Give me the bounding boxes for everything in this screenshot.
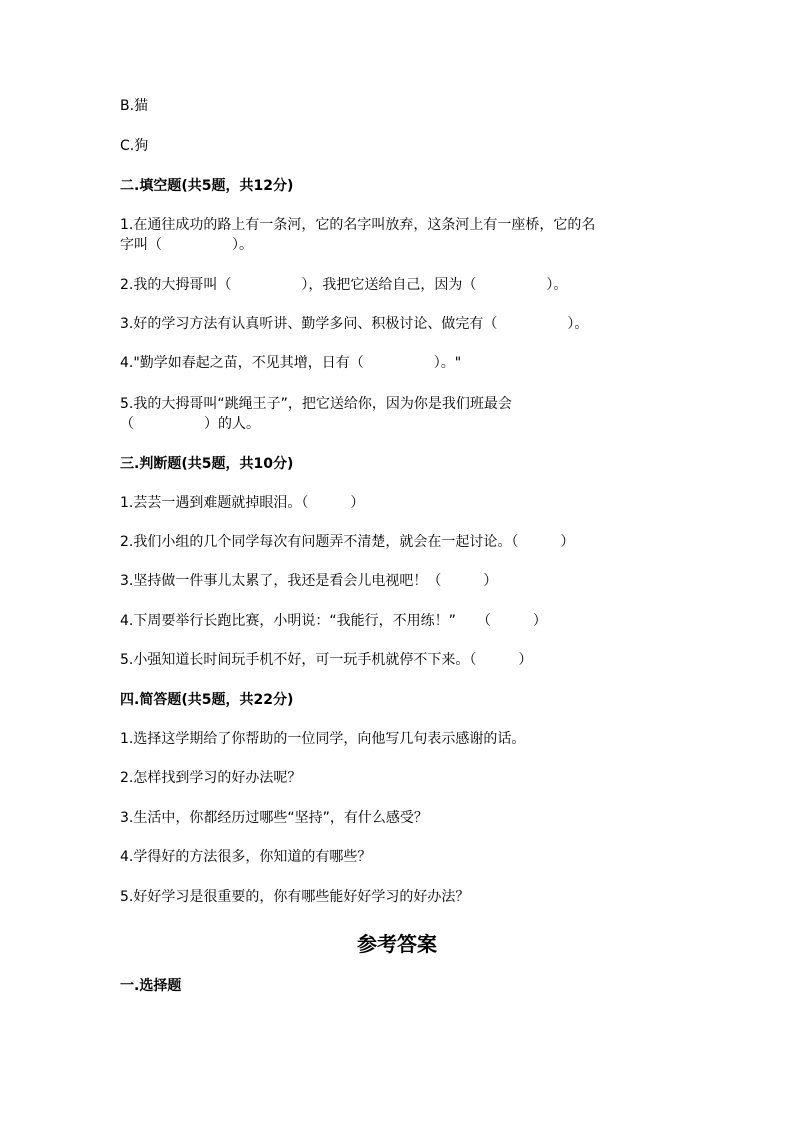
fill-blank-q5-line1: 5.我的大拇哥叫“跳绳王子”，把它送给你，因为你是我们班最会	[120, 396, 512, 412]
fill-blank-q1-line1: 1.在通往成功的路上有一条河，它的名字叫放弃，这条河上有一座桥，它的名	[120, 217, 596, 233]
option-b: B.猫	[120, 98, 149, 114]
true-false-q1: 1.芸芸一遇到难题就掉眼泪。（ ）	[120, 495, 365, 511]
option-c: C.狗	[120, 138, 149, 154]
true-false-q5: 5.小强知道长时间玩手机不好，可一玩手机就停不下来。（ ）	[120, 652, 533, 668]
fill-blank-q1-line2: 字叫（ ）。	[120, 237, 253, 253]
section-heading-true-false: 三.判断题(共5题，共10分)	[120, 456, 294, 472]
short-answer-q4: 4.学得好的方法很多，你知道的有哪些？	[120, 849, 372, 865]
section-heading-fill-blank: 二.填空题(共5题，共12分)	[120, 178, 294, 194]
fill-blank-q3: 3.好的学习方法有认真听讲、勤学多问、积极讨论、做完有（ ）。	[120, 316, 589, 332]
answers-title: 参考答案	[357, 932, 437, 956]
fill-blank-q5-line2: （ ）的人。	[120, 416, 260, 432]
answers-section1-heading: 一.选择题	[120, 978, 182, 994]
short-answer-q1: 1.选择这学期给了你帮助的一位同学，向他写几句表示感谢的话。	[120, 731, 526, 747]
fill-blank-q4: 4."勤学如春起之苗，不见其增，日有（ ）。"	[120, 355, 462, 371]
true-false-q2: 2.我们小组的几个同学每次有问题弄不清楚，就会在一起讨论。（ ）	[120, 534, 575, 550]
fill-blank-q2: 2.我的大拇哥叫（ ），我把它送给自己，因为（ ）。	[120, 277, 568, 293]
section-heading-short-answer: 四.简答题(共5题，共22分)	[120, 692, 294, 708]
true-false-q3: 3.坚持做一件事儿太累了，我还是看会儿电视吧！（ ）	[120, 573, 498, 589]
short-answer-q5: 5.好好学习是很重要的，你有哪些能好好学习的好办法？	[120, 889, 470, 905]
short-answer-q3: 3.生活中，你都经历过哪些“坚持”，有什么感受？	[120, 810, 428, 826]
short-answer-q2: 2.怎样找到学习的好办法呢？	[120, 770, 302, 786]
true-false-q4: 4.下周要举行长跑比赛，小明说：“我能行，不用练！” （ ）	[120, 613, 547, 629]
